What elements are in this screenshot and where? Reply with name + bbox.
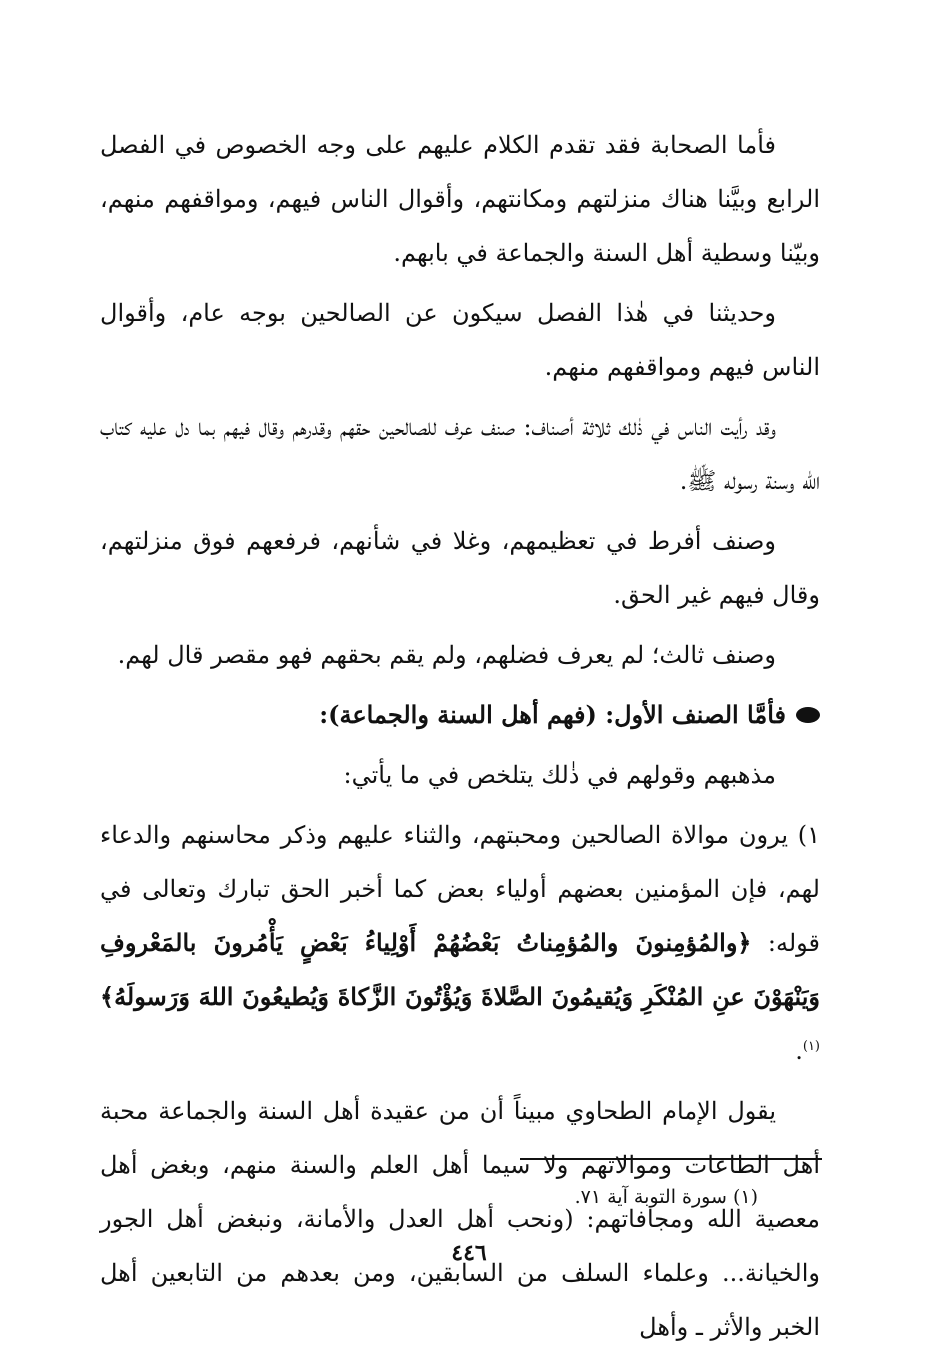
quran-verse: ﴿والمُؤمِنونَ والمُؤمِناتُ بَعْضُهُمْ أَوْلِياءُ بَعْضٍ يَأْمُرونَ بالمَعْروفِ وَيَنْهَوْنَ عنِ المُنْكَرِ وَيُقيمُونَ الصَّلاةَ وَيُؤْتُونَ الزَّكاةَ وَيُطيعُونَ اللهَ وَرَسولَهُ﴾ [100, 928, 820, 1011]
paragraph-three-types: وقد رأيت الناس في ذٰلك ثلاثة أصناف: صنف عرف للصالحين حقهم وقدرهم وقال فيهم بما دل عليه كتاب الله وسنة رسوله ﷺ. [100, 413, 820, 495]
paragraph-summary-intro: مذهبهم وقولهم في ذٰلك يتلخص في ما يأتي: [343, 761, 776, 789]
footnote-marker: (١) [802, 1039, 820, 1054]
section-heading-text: فأمَّا الصنف الأول: (فهم أهل السنة والجماعة): [319, 700, 786, 729]
paragraph-point-one [100, 808, 820, 1078]
paragraph-tahawi: يقول الإمام الطحاوي مبيناً أن من عقيدة أهل السنة والجماعة محبة أهل الطاعات وموالاتهم ولا سيما أهل العلم والسنة منهم، وبغض أهل معصية الله ومجافاتهم: (ونحب أهل العدل والأمانة، ونبغض أهل الجور والخيانة... وعلماء السلف من السابقين، ومن بعدهم من التابعين أهل الخبر والأثر ـ وأهل [100, 1097, 820, 1341]
paragraph-second-type: وصنف أفرط في تعظيمهم، وغلا في شأنهم، فرفعهم فوق منزلتهم، وقال فيهم غير الحق. [100, 527, 820, 609]
main-text [100, 118, 820, 1360]
paragraph-companions: فأما الصحابة فقد تقدم الكلام عليهم على وجه الخصوص في الفصل الرابع وبيَّنا هناك منزلتهم ومكانتهم، وأقوال الناس فيهم، ومواقفهم منهم، وبيّنا وسطية أهل السنة والجماعة في بابهم. [100, 131, 820, 267]
footnote-divider [520, 1158, 822, 1160]
point-one-text: ١) يرون موالاة الصالحين ومحبتهم، والثناء عليهم وذكر محاسنهم والدعاء لهم، فإن المؤمنين بعضهم أولياء بعض كما أخبر الحق تبارك وتعالى في قوله: [100, 821, 821, 957]
point-one-end: . [795, 1037, 803, 1065]
footnote: (١) سورة التوبة آية ٧١. [574, 1186, 758, 1208]
paragraph-chapter-topic: وحديثنا في هٰذا الفصل سيكون عن الصالحين بوجه عام، وأقوال الناس فيهم ومواقفهم منهم. [100, 299, 820, 381]
bullet-icon [796, 707, 820, 723]
page-number: ٤٤٦ [451, 1240, 487, 1266]
section-heading [100, 688, 820, 742]
paragraph-third-type: وصنف ثالث؛ لم يعرف فضلهم، ولم يقم بحقهم فهو مقصر قال لهم. [117, 641, 776, 669]
